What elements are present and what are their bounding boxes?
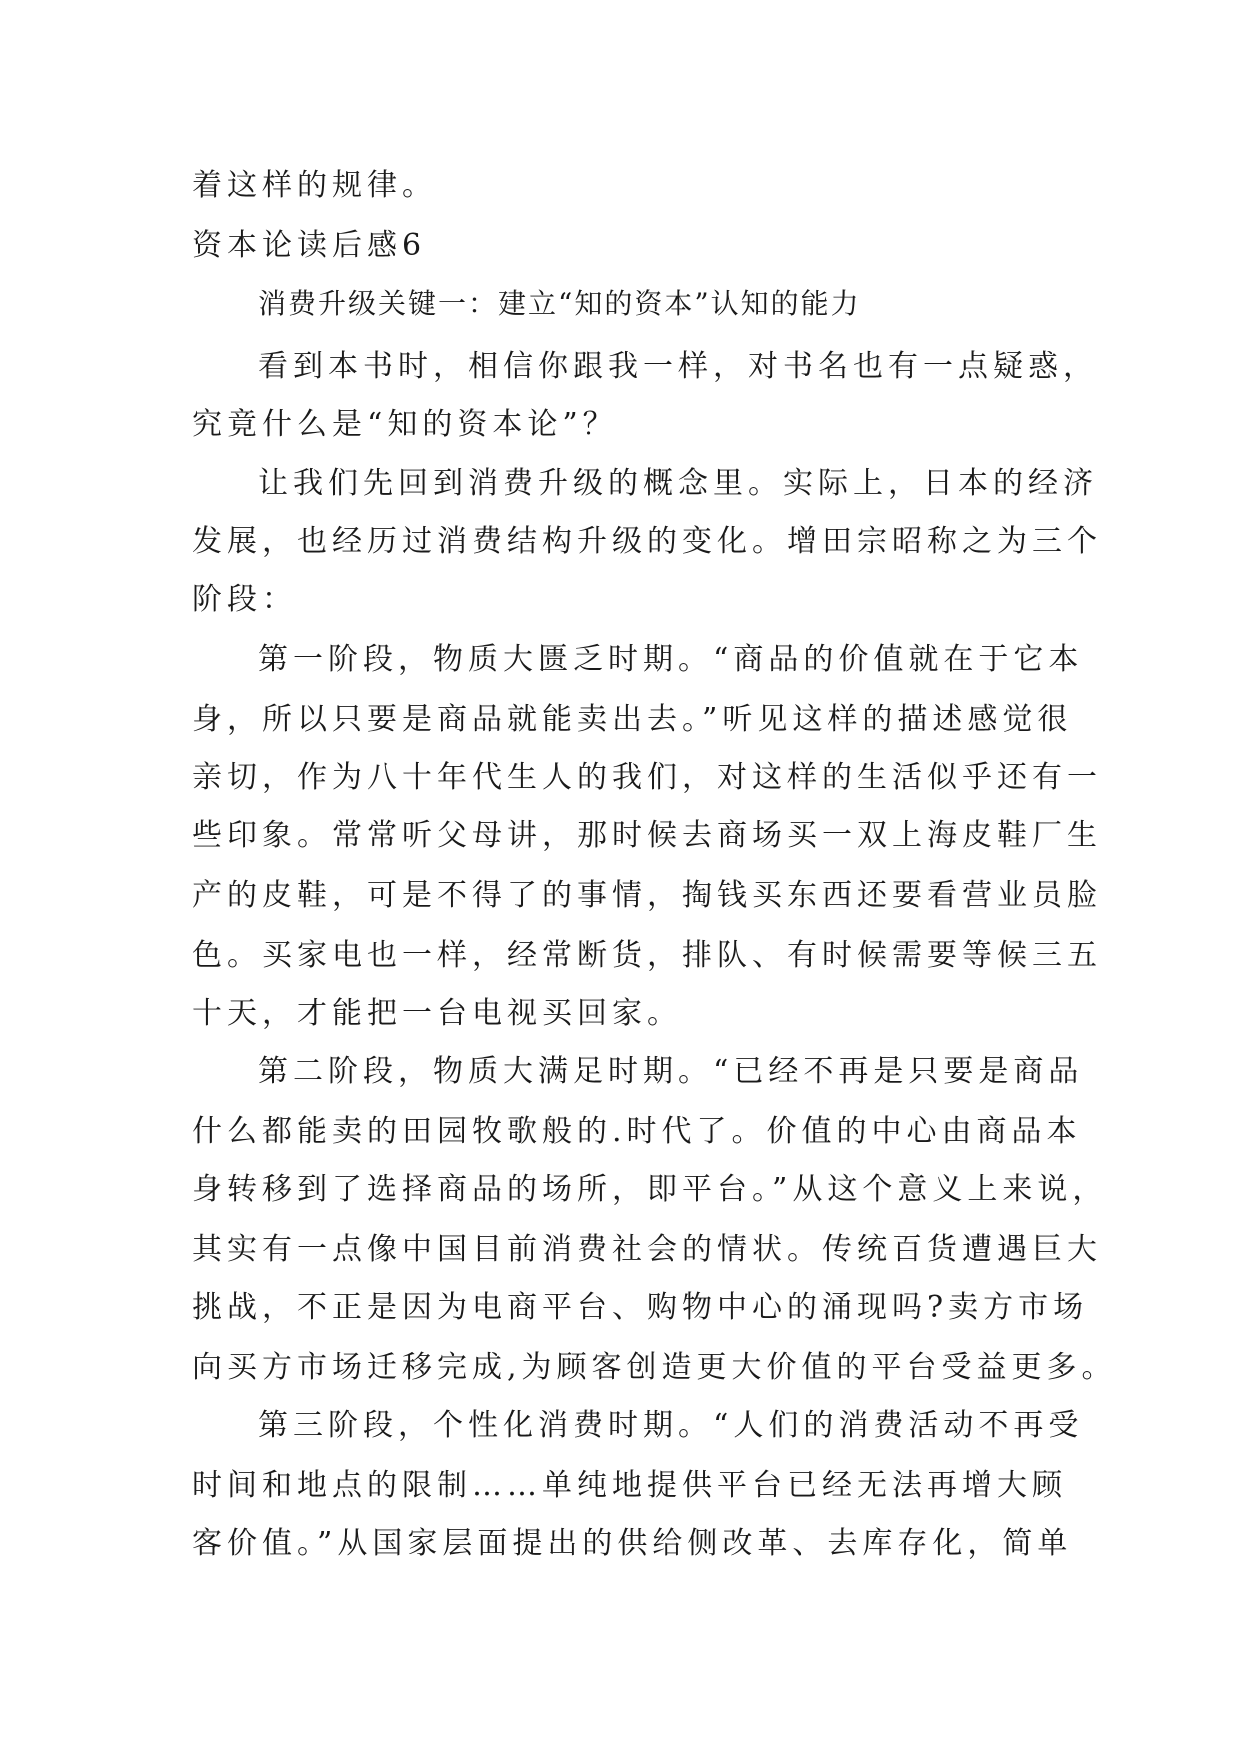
- text-line: 第一阶段，物质大匮乏时期。“商品的价值就在于它本: [258, 642, 1084, 677]
- text-line: 身，所以只要是商品就能卖出去。”听见这样的描述感觉很: [192, 702, 1073, 737]
- text-line: 第三阶段，个性化消费时期。“人们的消费活动不再受: [258, 1408, 1084, 1443]
- text-line: 挑战，不正是因为电商平台、购物中心的涌现吗?卖方市场: [192, 1290, 1089, 1325]
- text-line: 第二阶段，物质大满足时期。“已经不再是只要是商品: [258, 1054, 1084, 1089]
- text-line: 阶段：: [192, 582, 297, 617]
- text-line: 客价值。”从国家层面提出的供给侧改革、去库存化，简单: [192, 1526, 1073, 1561]
- text-line: 身转移到了选择商品的场所，即平台。”从这个意义上来说，: [192, 1172, 1108, 1207]
- text-line: 其实有一点像中国目前消费社会的情状。传统百货遭遇巨大: [192, 1232, 1102, 1267]
- text-line: 发展，也经历过消费结构升级的变化。增田宗昭称之为三个: [192, 524, 1102, 559]
- text-line: 产的皮鞋，可是不得了的事情，掏钱买东西还要看营业员脸: [192, 878, 1102, 913]
- subheading: 消费升级关键一：建立“知的资本”认知的能力: [258, 287, 861, 320]
- text-line: 什么都能卖的田园牧歌般的.时代了。价值的中心由商品本: [192, 1114, 1082, 1149]
- text-line: 着这样的规律。: [192, 168, 437, 203]
- text-line: 时间和地点的限制……单纯地提供平台已经无法再增大顾: [192, 1468, 1067, 1503]
- text-line: 色。买家电也一样，经常断货，排队、有时候需要等候三五: [192, 938, 1102, 973]
- section-heading: 资本论读后感6: [192, 228, 427, 263]
- text-line: 究竟什么是“知的资本论”？: [192, 407, 618, 442]
- text-line: 十天，才能把一台电视买回家。: [192, 996, 682, 1031]
- text-line: 亲切，作为八十年代生人的我们，对这样的生活似乎还有一: [192, 760, 1102, 795]
- text-line: 向买方市场迁移完成,为顾客创造更大价值的平台受益更多。: [192, 1350, 1117, 1385]
- text-line: 些印象。常常听父母讲，那时候去商场买一双上海皮鞋厂生: [192, 818, 1102, 853]
- text-line: 让我们先回到消费升级的概念里。实际上，日本的经济: [258, 466, 1098, 501]
- text-line: 看到本书时，相信你跟我一样，对书名也有一点疑惑，: [258, 349, 1098, 384]
